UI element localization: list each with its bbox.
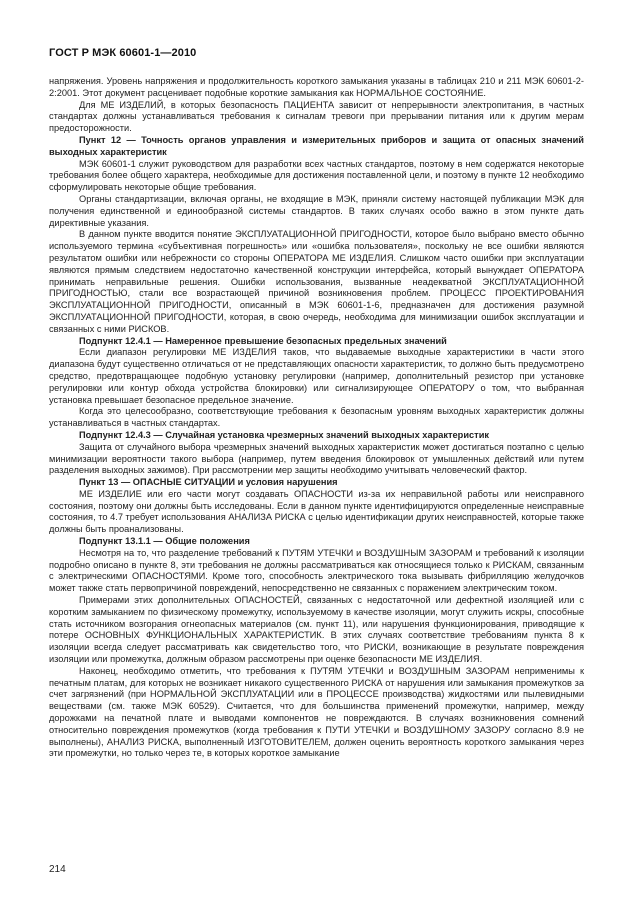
- section-heading: Подпункт 12.4.3 — Случайная установка чрезмерных значений выходных характеристик: [79, 429, 490, 440]
- page-number: 214: [49, 864, 66, 875]
- paragraph: Если диапазон регулировки МЕ ИЗДЕЛИЯ таков, что выдаваемые выходные характеристики в части этого диапазона будут существенно отличаться от не представляющих опасности характеристик, то должно быть предусмотрено средство, предотвращающее подобную установку регулировки (например, дополнительный резистор при установке регулировки или контур обхода устройства блокировки) или сигнализирующее ОПЕРАТОРУ о том, что выбранная установка превышает безопасное предельное значение.: [49, 347, 584, 405]
- section-heading: Пункт 13 — ОПАСНЫЕ СИТУАЦИИ и условия нарушения: [79, 477, 338, 488]
- paragraph: Для МЕ ИЗДЕЛИЙ, в которых безопасность ПАЦИЕНТА зависит от непрерывности электропитания, в частных стандартах должны устанавливаться требования к сигналам тревоги при прерывании питания или к другим мерам предосторожности.: [49, 99, 584, 134]
- section-heading: Подпункт 12.4.1 — Намеренное превышение безопасных предельных значений: [79, 335, 447, 346]
- document-header: ГОСТ Р МЭК 60601-1—2010: [49, 47, 197, 59]
- paragraph: Несмотря на то, что разделение требований к ПУТЯМ УТЕЧКИ и ВОЗДУШНЫМ ЗАЗОРАМ и требований к изоляции подробно описано в пункте 8, эти требования не должны рассматриваться как относящиеся только к РИСКАМ, связанным с электрическими ОПАСНОСТЯМИ. Кроме того, способность электрического тока вызывать фибрилляцию желудочков может также стать первопричиной повреждений, непосредственно не связанных с поражением электрическим током.: [49, 547, 584, 594]
- paragraph: Защита от случайного выбора чрезмерных значений выходных характеристик может достигаться поэтапно с целью минимизации вероятности такого выбора (например, путем введения блокировок от умышленных действий или путем разделения выходных зажимов). При рассмотрении мер защиты необходимо учитывать человеческий фактор.: [49, 441, 584, 476]
- paragraph: МЕ ИЗДЕЛИЕ или его части могут создавать ОПАСНОСТИ из-за их неправильной работы или неисправного состояния, поэтому они должны быть исследованы. Если в данном пункте идентифицируются определенные неисправные состояния, то 4.7 требует использования АНАЛИЗА РИСКА с целью идентификации других неисправностей, которые также должны быть проанализованы.: [49, 488, 584, 535]
- section-heading: Пункт 12 — Точность органов управления и измерительных приборов и защита от опасных значений выходных характеристик: [49, 134, 584, 157]
- paragraph: Примерами этих дополнительных ОПАСНОСТЕЙ, связанных с недостаточной или дефектной изоляцией или с коротким замыканием по физическому промежутку, используемому в качестве изоляции, могут служить искры, способные стать источником возгорания огнеопасных материалов (см. пункт 11), или нарушения функционирования, приводящие к потере ОСНОВНЫХ ФУНКЦИОНАЛЬНЫХ ХАРАКТЕРИСТИК. В этих случаях соответствие требованиям пункта 8 к изоляции всегда следует рассматривать как свидетельство того, что РИСКИ, возникающие в результате повреждения изоляции или промежутка, должным образом рассмотрены при оценке безопасности МЕ ИЗДЕЛИЯ.: [49, 595, 584, 665]
- paragraph: Органы стандартизации, включая органы, не входящие в МЭК, приняли систему настоящей публикации МЭК для получения единственной и единообразной системы стандартов. В таких случаях особо важно в этом пункте дать директивные указания.: [49, 193, 584, 228]
- paragraph: МЭК 60601-1 служит руководством для разработки всех частных стандартов, поэтому в нем содержатся некоторые требования более общего характера, необходимые для достижения поставленной цели, и поэтому в пункте 12 необходимо сформулировать некоторые общие требования.: [49, 158, 584, 193]
- paragraph: Наконец, необходимо отметить, что требования к ПУТЯМ УТЕЧКИ и ВОЗДУШНЫМ ЗАЗОРАМ неприменимы к печатным платам, для которых не возникает никакого существенного РИСКА от нарушения или замыкания промежутков за счет загрязнений (при НОРМАЛЬНОЙ ЭКСПЛУАТАЦИИ или в ПРОЦЕССЕ производства) жидкостями или пылевидными веществами (см. также МЭК 60529). Считается, что для большинства применений промежутки, например, между дорожками на печатной плате и выводами компонентов не повреждаются. В случаях возникновения сомнений относительно повреждения промежутков (когда требования к ПУТИ УТЕЧКИ и ВОЗДУШНОМУ ЗАЗОРУ согласно 8.9 не выполнены), АНАЛИЗ РИСКА, выполненный ИЗГОТОВИТЕЛЕМ, должен оценить вероятность короткого замыкания через эти промежутки, но только через те, в которых короткое замыкание: [49, 665, 584, 759]
- paragraph: В данном пункте вводится понятие ЭКСПЛУАТАЦИОННОЙ ПРИГОДНОСТИ, которое было выбрано вместо обычно используемого термина «субъективная погрешность» или «ошибка пользователя», поскольку не все ошибки являются результатом ошибки или небрежности со стороны ОПЕРАТОРА МЕ ИЗДЕЛИЯ. Слишком часто ошибки при эксплуатации являются прямым следствием недостаточно качественной конструкции интерфейса, который вынуждает ОПЕРАТОРА принимать неправильные решения. Ошибки использования, вызванные неадекватной ЭКСПЛУАТАЦИОННОЙ ПРИГОДНОСТЬЮ, стали все возрастающей причиной возникновения проблем. ПРОЦЕСС ПРОЕКТИРОВАНИЯ ЭКСПЛУАТАЦИОННОЙ ПРИГОДНОСТИ, описанный в МЭК 60601-1-6, предназначен для достижения разумной ЭКСПЛУАТАЦИОННОЙ ПРИГОДНОСТИ, которая, в свою очередь, необходима для минимизации ошибок эксплуатации и связанных с ними РИСКОВ.: [49, 229, 584, 334]
- paragraph: Когда это целесообразно, соответствующие требования к безопасным уровням выходных характеристик должны устанавливаться в частных стандартах.: [49, 406, 584, 429]
- document-body: [49, 76, 584, 760]
- paragraph: напряжения. Уровень напряжения и продолжительность короткого замыкания указаны в таблицах 210 и 211 МЭК 60601-2-2:2001. Этот документ расценивает подобные короткие замыкания как НОРМАЛЬНОЕ СОСТОЯНИЕ.: [49, 76, 584, 98]
- section-heading: Подпункт 13.1.1 — Общие положения: [79, 536, 250, 547]
